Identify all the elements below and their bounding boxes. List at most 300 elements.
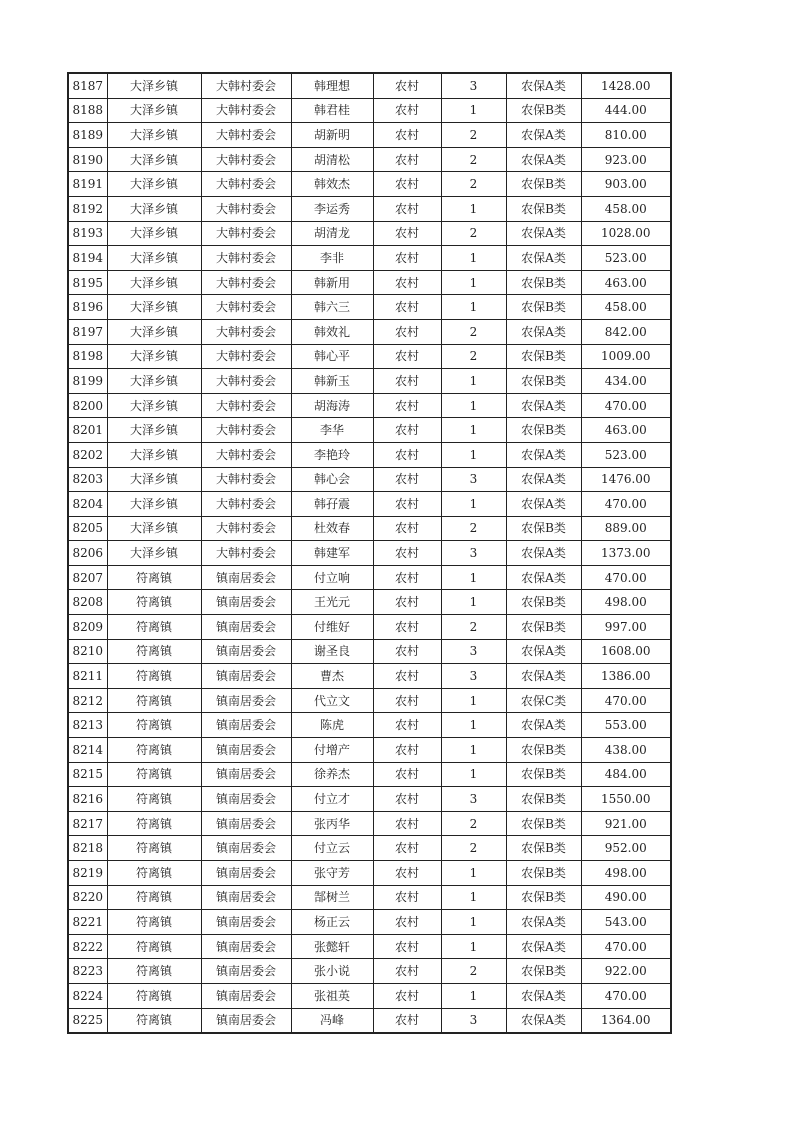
cell-category: 农保A类 (506, 934, 581, 959)
cell-category: 农保B类 (506, 861, 581, 886)
cell-id: 8211 (68, 664, 107, 689)
cell-id: 8196 (68, 295, 107, 320)
cell-name: 李运秀 (291, 196, 373, 221)
cell-town: 大泽乡镇 (107, 196, 201, 221)
cell-town: 符离镇 (107, 762, 201, 787)
cell-id: 8206 (68, 541, 107, 566)
cell-town: 大泽乡镇 (107, 393, 201, 418)
cell-town: 符离镇 (107, 861, 201, 886)
cell-id: 8220 (68, 885, 107, 910)
cell-persons: 1 (441, 246, 506, 271)
cell-name: 冯峰 (291, 1008, 373, 1033)
cell-town: 符离镇 (107, 664, 201, 689)
cell-town: 符离镇 (107, 615, 201, 640)
cell-category: 农保A类 (506, 467, 581, 492)
cell-amount: 438.00 (581, 738, 671, 763)
cell-committee: 大韩村委会 (201, 393, 291, 418)
cell-area: 农村 (373, 393, 441, 418)
cell-persons: 1 (441, 934, 506, 959)
cell-category: 农保B类 (506, 811, 581, 836)
cell-amount: 444.00 (581, 98, 671, 123)
table-row (68, 319, 671, 344)
cell-town: 大泽乡镇 (107, 172, 201, 197)
cell-committee: 大韩村委会 (201, 172, 291, 197)
cell-town: 符离镇 (107, 983, 201, 1008)
cell-category: 农保B类 (506, 885, 581, 910)
cell-committee: 镇南居委会 (201, 615, 291, 640)
cell-id: 8213 (68, 713, 107, 738)
cell-amount: 1373.00 (581, 541, 671, 566)
cell-area: 农村 (373, 664, 441, 689)
cell-amount: 1608.00 (581, 639, 671, 664)
cell-committee: 大韩村委会 (201, 73, 291, 98)
cell-persons: 3 (441, 467, 506, 492)
cell-amount: 463.00 (581, 270, 671, 295)
table-row (68, 787, 671, 812)
cell-committee: 镇南居委会 (201, 934, 291, 959)
cell-id: 8193 (68, 221, 107, 246)
cell-persons: 1 (441, 762, 506, 787)
cell-name: 郜树兰 (291, 885, 373, 910)
cell-id: 8189 (68, 123, 107, 148)
cell-town: 大泽乡镇 (107, 369, 201, 394)
cell-committee: 大韩村委会 (201, 147, 291, 172)
cell-committee: 镇南居委会 (201, 910, 291, 935)
cell-committee: 大韩村委会 (201, 344, 291, 369)
cell-name: 韩君桂 (291, 98, 373, 123)
table-row (68, 1008, 671, 1033)
cell-town: 符离镇 (107, 836, 201, 861)
cell-category: 农保B类 (506, 295, 581, 320)
cell-area: 农村 (373, 615, 441, 640)
cell-area: 农村 (373, 467, 441, 492)
cell-persons: 1 (441, 418, 506, 443)
cell-persons: 1 (441, 369, 506, 394)
cell-category: 农保B类 (506, 196, 581, 221)
cell-category: 农保A类 (506, 664, 581, 689)
cell-id: 8191 (68, 172, 107, 197)
cell-category: 农保B类 (506, 344, 581, 369)
cell-area: 农村 (373, 73, 441, 98)
cell-committee: 镇南居委会 (201, 565, 291, 590)
cell-name: 韩心会 (291, 467, 373, 492)
cell-id: 8190 (68, 147, 107, 172)
table-row (68, 688, 671, 713)
table-row (68, 738, 671, 763)
cell-amount: 498.00 (581, 861, 671, 886)
cell-town: 符离镇 (107, 934, 201, 959)
cell-amount: 543.00 (581, 910, 671, 935)
cell-committee: 大韩村委会 (201, 442, 291, 467)
cell-area: 农村 (373, 639, 441, 664)
cell-town: 大泽乡镇 (107, 295, 201, 320)
table-row (68, 369, 671, 394)
table-row (68, 959, 671, 984)
cell-amount: 434.00 (581, 369, 671, 394)
cell-amount: 470.00 (581, 934, 671, 959)
table-row (68, 295, 671, 320)
cell-amount: 470.00 (581, 393, 671, 418)
cell-committee: 大韩村委会 (201, 98, 291, 123)
table-row (68, 836, 671, 861)
cell-town: 大泽乡镇 (107, 516, 201, 541)
cell-category: 农保A类 (506, 713, 581, 738)
cell-name: 胡清龙 (291, 221, 373, 246)
table-row (68, 442, 671, 467)
cell-committee: 大韩村委会 (201, 221, 291, 246)
cell-persons: 1 (441, 565, 506, 590)
cell-amount: 1364.00 (581, 1008, 671, 1033)
cell-area: 农村 (373, 221, 441, 246)
cell-area: 农村 (373, 442, 441, 467)
table-row (68, 811, 671, 836)
cell-id: 8216 (68, 787, 107, 812)
cell-id: 8192 (68, 196, 107, 221)
cell-name: 韩效礼 (291, 319, 373, 344)
cell-committee: 镇南居委会 (201, 738, 291, 763)
cell-town: 符离镇 (107, 713, 201, 738)
cell-amount: 842.00 (581, 319, 671, 344)
cell-category: 农保A类 (506, 442, 581, 467)
cell-persons: 1 (441, 393, 506, 418)
cell-town: 符离镇 (107, 639, 201, 664)
cell-committee: 大韩村委会 (201, 418, 291, 443)
cell-category: 农保A类 (506, 910, 581, 935)
cell-area: 农村 (373, 688, 441, 713)
cell-category: 农保B类 (506, 836, 581, 861)
cell-area: 农村 (373, 590, 441, 615)
table-row (68, 565, 671, 590)
cell-id: 8197 (68, 319, 107, 344)
cell-id: 8215 (68, 762, 107, 787)
cell-town: 大泽乡镇 (107, 147, 201, 172)
cell-id: 8195 (68, 270, 107, 295)
cell-committee: 大韩村委会 (201, 196, 291, 221)
cell-amount: 498.00 (581, 590, 671, 615)
cell-persons: 2 (441, 344, 506, 369)
cell-persons: 3 (441, 73, 506, 98)
cell-category: 农保A类 (506, 147, 581, 172)
cell-town: 大泽乡镇 (107, 467, 201, 492)
cell-id: 8203 (68, 467, 107, 492)
cell-persons: 2 (441, 959, 506, 984)
cell-area: 农村 (373, 934, 441, 959)
table-row (68, 861, 671, 886)
cell-name: 李华 (291, 418, 373, 443)
cell-town: 大泽乡镇 (107, 270, 201, 295)
cell-name: 谢圣良 (291, 639, 373, 664)
cell-category: 农保B类 (506, 762, 581, 787)
cell-id: 8194 (68, 246, 107, 271)
table-row (68, 910, 671, 935)
cell-persons: 1 (441, 910, 506, 935)
cell-persons: 1 (441, 98, 506, 123)
cell-area: 农村 (373, 369, 441, 394)
cell-area: 农村 (373, 492, 441, 517)
cell-amount: 1550.00 (581, 787, 671, 812)
cell-persons: 2 (441, 615, 506, 640)
cell-category: 农保A类 (506, 639, 581, 664)
cell-persons: 3 (441, 639, 506, 664)
table-row (68, 983, 671, 1008)
cell-id: 8207 (68, 565, 107, 590)
cell-category: 农保A类 (506, 393, 581, 418)
cell-area: 农村 (373, 172, 441, 197)
cell-area: 农村 (373, 762, 441, 787)
cell-committee: 镇南居委会 (201, 1008, 291, 1033)
cell-category: 农保B类 (506, 270, 581, 295)
cell-town: 符离镇 (107, 688, 201, 713)
cell-id: 8208 (68, 590, 107, 615)
cell-town: 大泽乡镇 (107, 246, 201, 271)
cell-category: 农保B类 (506, 516, 581, 541)
cell-name: 付立才 (291, 787, 373, 812)
cell-committee: 镇南居委会 (201, 836, 291, 861)
cell-committee: 镇南居委会 (201, 885, 291, 910)
cell-id: 8200 (68, 393, 107, 418)
cell-name: 胡清松 (291, 147, 373, 172)
table-row (68, 73, 671, 98)
cell-amount: 458.00 (581, 295, 671, 320)
cell-persons: 1 (441, 688, 506, 713)
cell-name: 曹杰 (291, 664, 373, 689)
cell-name: 徐养杰 (291, 762, 373, 787)
cell-category: 农保B类 (506, 590, 581, 615)
cell-category: 农保B类 (506, 738, 581, 763)
cell-area: 农村 (373, 885, 441, 910)
cell-name: 韩理想 (291, 73, 373, 98)
cell-town: 大泽乡镇 (107, 221, 201, 246)
cell-amount: 1476.00 (581, 467, 671, 492)
cell-category: 农保A类 (506, 221, 581, 246)
cell-name: 杜效春 (291, 516, 373, 541)
table-row (68, 246, 671, 271)
table-row (68, 467, 671, 492)
cell-name: 代立文 (291, 688, 373, 713)
cell-amount: 1009.00 (581, 344, 671, 369)
cell-committee: 大韩村委会 (201, 516, 291, 541)
cell-id: 8217 (68, 811, 107, 836)
cell-name: 韩建军 (291, 541, 373, 566)
cell-area: 农村 (373, 1008, 441, 1033)
table-row (68, 615, 671, 640)
cell-id: 8199 (68, 369, 107, 394)
cell-town: 大泽乡镇 (107, 418, 201, 443)
cell-area: 农村 (373, 319, 441, 344)
table-row (68, 123, 671, 148)
cell-area: 农村 (373, 910, 441, 935)
cell-amount: 903.00 (581, 172, 671, 197)
cell-name: 付维好 (291, 615, 373, 640)
cell-id: 8205 (68, 516, 107, 541)
cell-name: 张懿轩 (291, 934, 373, 959)
cell-persons: 2 (441, 221, 506, 246)
cell-amount: 1386.00 (581, 664, 671, 689)
table-row (68, 418, 671, 443)
cell-category: 农保A类 (506, 319, 581, 344)
cell-town: 大泽乡镇 (107, 123, 201, 148)
cell-area: 农村 (373, 787, 441, 812)
cell-town: 大泽乡镇 (107, 319, 201, 344)
cell-persons: 3 (441, 664, 506, 689)
cell-id: 8222 (68, 934, 107, 959)
cell-committee: 镇南居委会 (201, 861, 291, 886)
cell-town: 大泽乡镇 (107, 442, 201, 467)
cell-category: 农保B类 (506, 418, 581, 443)
cell-committee: 大韩村委会 (201, 246, 291, 271)
cell-persons: 1 (441, 983, 506, 1008)
cell-persons: 1 (441, 738, 506, 763)
cell-name: 付立云 (291, 836, 373, 861)
cell-town: 符离镇 (107, 787, 201, 812)
cell-amount: 470.00 (581, 983, 671, 1008)
cell-area: 农村 (373, 713, 441, 738)
cell-persons: 2 (441, 811, 506, 836)
cell-persons: 2 (441, 836, 506, 861)
cell-category: 农保C类 (506, 688, 581, 713)
cell-committee: 大韩村委会 (201, 295, 291, 320)
cell-area: 农村 (373, 344, 441, 369)
cell-persons: 1 (441, 590, 506, 615)
cell-id: 8188 (68, 98, 107, 123)
cell-committee: 镇南居委会 (201, 713, 291, 738)
cell-amount: 470.00 (581, 565, 671, 590)
cell-id: 8204 (68, 492, 107, 517)
cell-town: 符离镇 (107, 590, 201, 615)
cell-area: 农村 (373, 541, 441, 566)
table-row (68, 196, 671, 221)
cell-area: 农村 (373, 983, 441, 1008)
cell-category: 农保A类 (506, 123, 581, 148)
cell-name: 胡海涛 (291, 393, 373, 418)
cell-category: 农保B类 (506, 959, 581, 984)
cell-category: 农保B类 (506, 98, 581, 123)
cell-persons: 1 (441, 492, 506, 517)
cell-town: 大泽乡镇 (107, 73, 201, 98)
cell-town: 符离镇 (107, 738, 201, 763)
cell-town: 大泽乡镇 (107, 344, 201, 369)
cell-committee: 镇南居委会 (201, 688, 291, 713)
table-row (68, 393, 671, 418)
cell-area: 农村 (373, 270, 441, 295)
subsidy-table (67, 72, 672, 1034)
cell-amount: 997.00 (581, 615, 671, 640)
table-row (68, 147, 671, 172)
cell-persons: 1 (441, 295, 506, 320)
cell-persons: 1 (441, 885, 506, 910)
cell-committee: 镇南居委会 (201, 639, 291, 664)
cell-name: 王光元 (291, 590, 373, 615)
cell-committee: 大韩村委会 (201, 270, 291, 295)
cell-name: 付增产 (291, 738, 373, 763)
table-row (68, 98, 671, 123)
cell-amount: 922.00 (581, 959, 671, 984)
table-row (68, 664, 671, 689)
cell-id: 8221 (68, 910, 107, 935)
cell-id: 8218 (68, 836, 107, 861)
table-row (68, 762, 671, 787)
cell-area: 农村 (373, 147, 441, 172)
cell-name: 杨正云 (291, 910, 373, 935)
cell-persons: 1 (441, 196, 506, 221)
cell-amount: 810.00 (581, 123, 671, 148)
table-row (68, 172, 671, 197)
cell-name: 韩新玉 (291, 369, 373, 394)
cell-id: 8225 (68, 1008, 107, 1033)
cell-amount: 1028.00 (581, 221, 671, 246)
cell-amount: 458.00 (581, 196, 671, 221)
table-row (68, 885, 671, 910)
cell-town: 大泽乡镇 (107, 541, 201, 566)
cell-area: 农村 (373, 98, 441, 123)
cell-amount: 470.00 (581, 688, 671, 713)
cell-id: 8187 (68, 73, 107, 98)
table-row (68, 492, 671, 517)
cell-town: 符离镇 (107, 959, 201, 984)
cell-name: 韩孖震 (291, 492, 373, 517)
cell-name: 胡新明 (291, 123, 373, 148)
cell-area: 农村 (373, 123, 441, 148)
cell-amount: 490.00 (581, 885, 671, 910)
cell-town: 符离镇 (107, 811, 201, 836)
cell-persons: 1 (441, 713, 506, 738)
cell-category: 农保A类 (506, 73, 581, 98)
cell-persons: 2 (441, 123, 506, 148)
cell-town: 符离镇 (107, 910, 201, 935)
cell-name: 韩新用 (291, 270, 373, 295)
cell-area: 农村 (373, 565, 441, 590)
cell-amount: 1428.00 (581, 73, 671, 98)
cell-persons: 2 (441, 319, 506, 344)
cell-committee: 镇南居委会 (201, 959, 291, 984)
cell-area: 农村 (373, 861, 441, 886)
cell-committee: 镇南居委会 (201, 983, 291, 1008)
cell-persons: 2 (441, 147, 506, 172)
cell-area: 农村 (373, 295, 441, 320)
cell-persons: 2 (441, 516, 506, 541)
cell-area: 农村 (373, 516, 441, 541)
cell-committee: 镇南居委会 (201, 590, 291, 615)
cell-category: 农保B类 (506, 369, 581, 394)
table-row (68, 270, 671, 295)
cell-amount: 952.00 (581, 836, 671, 861)
cell-area: 农村 (373, 959, 441, 984)
cell-town: 符离镇 (107, 885, 201, 910)
table-row (68, 713, 671, 738)
cell-name: 韩效杰 (291, 172, 373, 197)
cell-category: 农保B类 (506, 787, 581, 812)
cell-town: 大泽乡镇 (107, 98, 201, 123)
cell-name: 陈虎 (291, 713, 373, 738)
table-row (68, 516, 671, 541)
cell-committee: 镇南居委会 (201, 762, 291, 787)
cell-name: 李艳玲 (291, 442, 373, 467)
cell-committee: 大韩村委会 (201, 123, 291, 148)
cell-area: 农村 (373, 196, 441, 221)
cell-area: 农村 (373, 246, 441, 271)
cell-id: 8202 (68, 442, 107, 467)
cell-persons: 3 (441, 541, 506, 566)
cell-category: 农保B类 (506, 172, 581, 197)
cell-name: 张丙华 (291, 811, 373, 836)
cell-amount: 463.00 (581, 418, 671, 443)
cell-name: 韩心平 (291, 344, 373, 369)
cell-persons: 1 (441, 442, 506, 467)
cell-id: 8198 (68, 344, 107, 369)
cell-category: 农保A类 (506, 983, 581, 1008)
cell-town: 符离镇 (107, 565, 201, 590)
table-body (68, 73, 671, 1033)
